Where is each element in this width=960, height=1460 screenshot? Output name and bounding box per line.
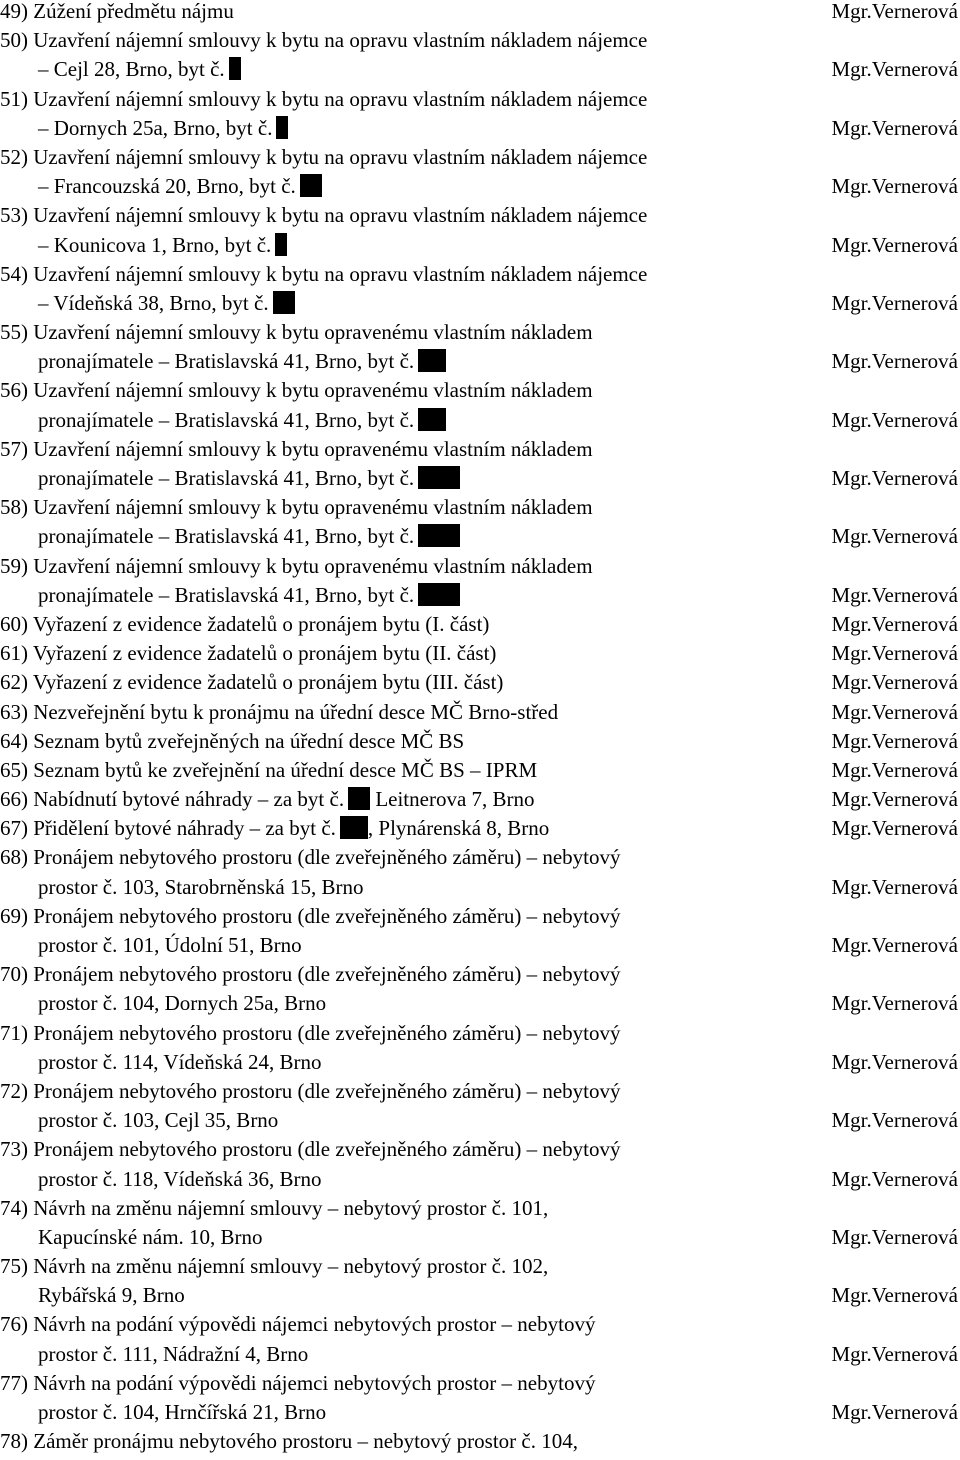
- item-text: Návrh na změnu nájemní smlouvy – nebytový prostor č. 102,: [33, 1254, 549, 1279]
- item-number: 72): [0, 1078, 28, 1103]
- redaction-block: [300, 174, 322, 197]
- item-number: 69): [0, 903, 28, 928]
- presenter-name: Mgr.Vernerová: [831, 582, 958, 607]
- redaction-block: [275, 233, 287, 256]
- agenda-item-59: [0, 552, 960, 610]
- presenter-name: Mgr.Vernerová: [831, 641, 958, 666]
- item-number: 55): [0, 320, 28, 345]
- item-text: Nezveřejnění bytu k pronájmu na úřední desce MČ Brno-střed: [33, 699, 559, 724]
- item-text: Uzavření nájemní smlouvy k bytu na opravu vlastním nákladem nájemce: [33, 203, 648, 228]
- item-line: [0, 1369, 960, 1398]
- item-text: Vyřazení z evidence žadatelů o pronájem bytu (III. část): [32, 670, 504, 695]
- item-number: 71): [0, 1020, 28, 1045]
- redaction-block: [418, 466, 460, 489]
- item-line-continuation: [0, 581, 960, 610]
- item-text: Uzavření nájemní smlouvy k bytu na opravu vlastním nákladem nájemce: [33, 261, 648, 286]
- item-line: [0, 698, 960, 727]
- item-number: 75): [0, 1254, 28, 1279]
- agenda-item-77: [0, 1369, 960, 1427]
- item-text: Pronájem nebytového prostoru (dle zveřejněného záměru) – nebytový: [33, 1020, 621, 1045]
- item-text: Pronájem nebytového prostoru (dle zveřejněného záměru) – nebytový: [33, 962, 621, 987]
- agenda-item-51: [0, 85, 960, 143]
- agenda-item-60: [0, 610, 960, 639]
- item-text: Zúžení předmětu nájmu: [33, 0, 234, 23]
- item-text: Pronájem nebytového prostoru (dle zveřejněného záměru) – nebytový: [33, 845, 621, 870]
- presenter-name: Mgr.Vernerová: [831, 115, 958, 140]
- item-number: 59): [0, 553, 28, 578]
- item-line-continuation: [0, 1398, 960, 1427]
- item-number: 54): [0, 261, 28, 286]
- item-text: – Vídeňská 38, Brno, byt č.: [38, 290, 269, 315]
- item-number: 67): [0, 816, 28, 841]
- redaction-block: [276, 116, 288, 139]
- presenter-name: Mgr.Vernerová: [831, 787, 958, 812]
- item-text: Návrh na podání výpovědi nájemci nebytových prostor – nebytový: [33, 1370, 596, 1395]
- item-number: 51): [0, 86, 28, 111]
- presenter-name: Mgr.Vernerová: [831, 174, 958, 199]
- presenter-name: Mgr.Vernerová: [831, 757, 958, 782]
- item-number: 77): [0, 1370, 28, 1395]
- item-line: [0, 376, 960, 405]
- presenter-name: Mgr.Vernerová: [831, 57, 958, 82]
- item-line-continuation: [0, 1165, 960, 1194]
- item-line-continuation: [0, 1223, 960, 1252]
- item-text: Uzavření nájemní smlouvy k bytu na opravu vlastním nákladem nájemce: [33, 28, 648, 53]
- agenda-item-72: [0, 1077, 960, 1135]
- item-text: Uzavření nájemní smlouvy k bytu opravenému vlastním nákladem: [33, 378, 593, 403]
- item-line-continuation: [0, 172, 960, 201]
- presenter-name: Mgr.Vernerová: [831, 290, 958, 315]
- agenda-item-53: [0, 201, 960, 259]
- item-line-continuation: [0, 1106, 960, 1135]
- agenda-item-49: [0, 0, 960, 26]
- item-number: 61): [0, 641, 28, 666]
- item-number: 65): [0, 757, 28, 782]
- item-line: [0, 1019, 960, 1048]
- agenda-item-76: [0, 1310, 960, 1368]
- item-number: 63): [0, 699, 28, 724]
- item-text: prostor č. 103, Starobrněnská 15, Brno: [38, 874, 364, 899]
- agenda-item-61: [0, 639, 960, 668]
- item-line: [0, 727, 960, 756]
- item-text-after-redaction: Leitnerova 7, Brno: [375, 787, 535, 812]
- agenda-item-55: [0, 318, 960, 376]
- redaction-block: [418, 583, 460, 606]
- item-number: 73): [0, 1137, 28, 1162]
- item-text: prostor č. 114, Vídeňská 24, Brno: [38, 1049, 322, 1074]
- presenter-name: Mgr.Vernerová: [831, 1224, 958, 1249]
- presenter-name: Mgr.Vernerová: [831, 349, 958, 374]
- item-number: 70): [0, 962, 28, 987]
- agenda-item-54: [0, 260, 960, 318]
- agenda-item-74: [0, 1194, 960, 1252]
- item-line: [0, 318, 960, 347]
- presenter-name: Mgr.Vernerová: [831, 728, 958, 753]
- item-text: – Dornych 25a, Brno, byt č.: [38, 115, 273, 140]
- item-text: prostor č. 104, Dornych 25a, Brno: [38, 991, 327, 1016]
- item-text: Uzavření nájemní smlouvy k bytu opravenému vlastním nákladem: [33, 495, 593, 520]
- item-line: [0, 552, 960, 581]
- item-number: 53): [0, 203, 28, 228]
- redaction-block: [273, 291, 295, 314]
- presenter-name: Mgr.Vernerová: [831, 1400, 958, 1424]
- item-line: [0, 814, 960, 843]
- item-line-continuation: [0, 55, 960, 84]
- redaction-block: [348, 787, 370, 810]
- item-text: Seznam bytů zveřejněných na úřední desce MČ BS: [33, 728, 465, 753]
- agenda-item-71: [0, 1019, 960, 1077]
- agenda-item-69: [0, 902, 960, 960]
- redaction-block: [340, 816, 368, 839]
- item-text: Uzavření nájemní smlouvy k bytu opravenému vlastním nákladem: [33, 553, 593, 578]
- item-line: [0, 26, 960, 55]
- presenter-name: Mgr.Vernerová: [831, 524, 958, 549]
- item-line: [0, 756, 960, 785]
- agenda-item-52: [0, 143, 960, 201]
- item-text: Uzavření nájemní smlouvy k bytu opravenému vlastním nákladem: [33, 320, 593, 345]
- item-text: – Francouzská 20, Brno, byt č.: [38, 174, 296, 199]
- item-number: 68): [0, 845, 28, 870]
- presenter-name: Mgr.Vernerová: [831, 0, 958, 23]
- presenter-name: Mgr.Vernerová: [831, 407, 958, 432]
- item-number: 64): [0, 728, 28, 753]
- item-text: Uzavření nájemní smlouvy k bytu na opravu vlastním nákladem nájemce: [33, 144, 648, 169]
- agenda-item-67: [0, 814, 960, 843]
- item-line: [0, 1194, 960, 1223]
- agenda-item-63: [0, 698, 960, 727]
- item-text: Rybářská 9, Brno: [38, 1283, 185, 1308]
- item-line: [0, 668, 960, 697]
- item-line: [0, 1310, 960, 1339]
- item-number: 50): [0, 28, 28, 53]
- agenda-item-75: [0, 1252, 960, 1310]
- item-line: [0, 639, 960, 668]
- item-text: Kapucínské nám. 10, Brno: [38, 1224, 263, 1249]
- item-number: 78): [0, 1429, 28, 1454]
- redaction-block: [418, 408, 446, 431]
- presenter-name: Mgr.Vernerová: [831, 466, 958, 490]
- item-line: [0, 201, 960, 230]
- item-text: pronajímatele – Bratislavská 41, Brno, byt č.: [38, 524, 415, 549]
- item-number: 57): [0, 436, 28, 461]
- item-line-continuation: [0, 1340, 960, 1369]
- item-text: – Kounicova 1, Brno, byt č.: [38, 232, 272, 257]
- item-text: Seznam bytů ke zveřejnění na úřední desce MČ BS – IPRM: [33, 757, 538, 782]
- item-text: prostor č. 104, Hrnčířská 21, Brno: [38, 1400, 327, 1424]
- item-text: Návrh na podání výpovědi nájemci nebytových prostor – nebytový: [33, 1312, 596, 1337]
- item-line: [0, 85, 960, 114]
- redaction-block: [418, 524, 460, 547]
- item-line: [0, 143, 960, 172]
- item-line-continuation: [0, 406, 960, 435]
- redaction-block: [229, 57, 241, 80]
- item-text: Návrh na změnu nájemní smlouvy – nebytový prostor č. 101,: [33, 1195, 549, 1220]
- agenda-item-50: [0, 26, 960, 84]
- presenter-name: Mgr.Vernerová: [831, 933, 958, 957]
- presenter-name: Mgr.Vernerová: [831, 611, 958, 636]
- item-line: [0, 843, 960, 872]
- item-line: [0, 1077, 960, 1106]
- presenter-name: Mgr.Vernerová: [831, 874, 958, 899]
- item-line-continuation: [0, 989, 960, 1018]
- item-text: Uzavření nájemní smlouvy k bytu opravenému vlastním nákladem: [33, 436, 593, 461]
- item-number: 52): [0, 144, 28, 169]
- presenter-name: Mgr.Vernerová: [831, 699, 958, 724]
- presenter-name: Mgr.Vernerová: [831, 1049, 958, 1074]
- item-line-continuation: [0, 114, 960, 143]
- agenda-item-73: [0, 1135, 960, 1193]
- item-line-continuation: [0, 931, 960, 960]
- item-number: 56): [0, 378, 28, 403]
- item-text: prostor č. 103, Cejl 35, Brno: [38, 1108, 279, 1133]
- item-line: [0, 960, 960, 989]
- presenter-name: Mgr.Vernerová: [831, 1283, 958, 1308]
- presenter-name: Mgr.Vernerová: [831, 1341, 958, 1366]
- presenter-name: Mgr.Vernerová: [831, 1166, 958, 1191]
- item-line-continuation: [0, 1048, 960, 1077]
- item-number: 58): [0, 495, 28, 520]
- item-number: 49): [0, 0, 28, 23]
- item-text: Vyřazení z evidence žadatelů o pronájem bytu (II. část): [32, 641, 497, 666]
- item-text: Přidělení bytové náhrady – za byt č.: [33, 816, 336, 841]
- agenda-item-58: [0, 493, 960, 551]
- item-text: Vyřazení z evidence žadatelů o pronájem bytu (I. část): [32, 611, 490, 636]
- agenda-item-78: [0, 1427, 960, 1456]
- item-line-continuation: [0, 1281, 960, 1310]
- item-number: 76): [0, 1312, 28, 1337]
- item-line: [0, 260, 960, 289]
- item-line: [0, 1252, 960, 1281]
- item-text: Záměr pronájmu nebytového prostoru – nebytový prostor č. 104,: [33, 1429, 578, 1454]
- agenda-item-70: [0, 960, 960, 1018]
- agenda-item-66: [0, 785, 960, 814]
- item-text: pronajímatele – Bratislavská 41, Brno, byt č.: [38, 407, 415, 432]
- item-text: Nabídnutí bytové náhrady – za byt č.: [33, 787, 345, 812]
- item-text: Uzavření nájemní smlouvy k bytu na opravu vlastním nákladem nájemce: [33, 86, 648, 111]
- agenda-item-64: [0, 727, 960, 756]
- agenda-item-65: [0, 756, 960, 785]
- agenda-item-68: [0, 843, 960, 901]
- item-text: prostor č. 118, Vídeňská 36, Brno: [38, 1166, 322, 1191]
- presenter-name: Mgr.Vernerová: [831, 816, 958, 841]
- presenter-name: Mgr.Vernerová: [831, 991, 958, 1016]
- item-text: – Cejl 28, Brno, byt č.: [38, 57, 225, 82]
- presenter-name: Mgr.Vernerová: [831, 232, 958, 257]
- item-text: pronajímatele – Bratislavská 41, Brno, byt č.: [38, 349, 415, 374]
- item-line-continuation: [0, 522, 960, 551]
- item-text: Pronájem nebytového prostoru (dle zveřejněného záměru) – nebytový: [33, 1137, 621, 1162]
- item-line: [0, 902, 960, 931]
- item-line: [0, 1427, 960, 1456]
- presenter-name: Mgr.Vernerová: [831, 1108, 958, 1133]
- item-line-continuation: [0, 289, 960, 318]
- item-number: 66): [0, 787, 28, 812]
- item-line: [0, 1135, 960, 1164]
- item-line: [0, 435, 960, 464]
- item-text-after-redaction: , Plynárenská 8, Brno: [367, 816, 550, 841]
- agenda-item-56: [0, 376, 960, 434]
- item-line: [0, 785, 960, 814]
- agenda-item-62: [0, 668, 960, 697]
- item-line-continuation: [0, 347, 960, 376]
- item-text: prostor č. 101, Údolní 51, Brno: [38, 933, 302, 957]
- redaction-block: [418, 349, 446, 372]
- presenter-name: Mgr.Vernerová: [831, 670, 958, 695]
- item-text: Pronájem nebytového prostoru (dle zveřejněného záměru) – nebytový: [33, 1078, 621, 1103]
- item-text: pronajímatele – Bratislavská 41, Brno, byt č.: [38, 466, 415, 490]
- item-line-continuation: [0, 231, 960, 260]
- item-line-continuation: [0, 464, 960, 493]
- item-number: 60): [0, 611, 28, 636]
- item-line-continuation: [0, 873, 960, 902]
- item-text: prostor č. 111, Nádražní 4, Brno: [38, 1341, 309, 1366]
- item-line: [0, 493, 960, 522]
- agenda-item-57: [0, 435, 960, 493]
- item-number: 62): [0, 670, 28, 695]
- item-text: pronajímatele – Bratislavská 41, Brno, byt č.: [38, 582, 415, 607]
- item-line: [0, 610, 960, 639]
- item-number: 74): [0, 1195, 28, 1220]
- item-text: Pronájem nebytového prostoru (dle zveřejněného záměru) – nebytový: [33, 903, 621, 928]
- item-line: [0, 0, 960, 26]
